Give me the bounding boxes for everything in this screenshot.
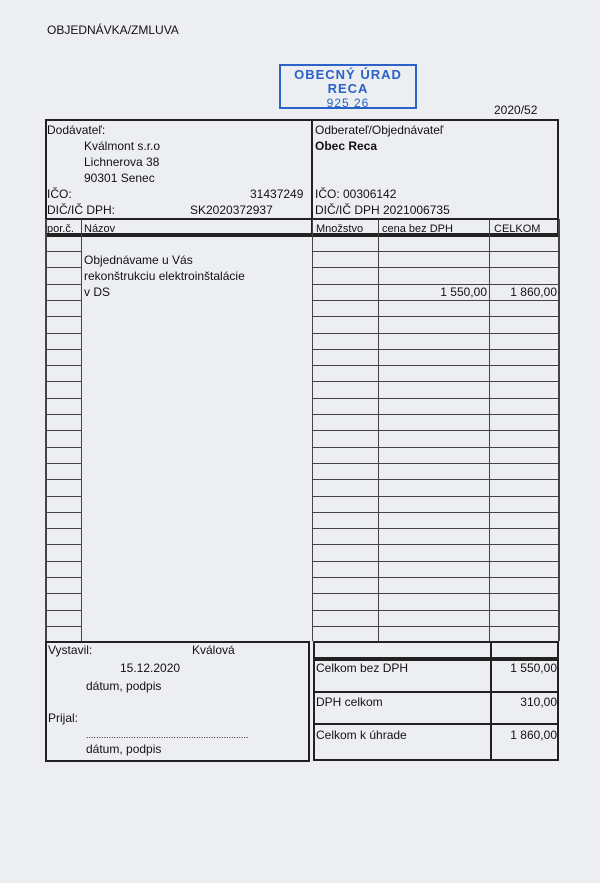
summary-value-1: 1 550,00 (510, 661, 557, 675)
summary-label-1: Celkom bez DPH (316, 661, 409, 675)
grid-row-line (312, 528, 559, 529)
summary-label-2: DPH celkom (316, 695, 383, 709)
stamp-line-1: OBECNÝ ÚRAD (294, 67, 402, 82)
supplier-street: Lichnerova 38 (84, 155, 160, 169)
grid-row-line (312, 544, 559, 545)
grid-row-line (45, 496, 81, 497)
summary-divider-2 (490, 691, 492, 725)
grid-row-line (312, 349, 559, 350)
grid-row-line (45, 381, 81, 382)
grid-row-line (45, 300, 81, 301)
supplier-dic-label: DIČ/IČ DPH: (47, 203, 116, 217)
grid-row-line (312, 381, 559, 382)
grid-row-line (45, 528, 81, 529)
grid-row-line (45, 284, 81, 285)
grid-row-line (45, 349, 81, 350)
grid-row-line (312, 463, 559, 464)
supplier-ico-value: 31437249 (250, 187, 304, 201)
grid-row-line (45, 512, 81, 513)
customer-heading: Odberateľ/Objednávateľ (315, 123, 444, 137)
grid-row-line (312, 398, 559, 399)
grid-row-line (312, 251, 559, 252)
grid-row-line (45, 626, 81, 627)
grid-row-line (45, 430, 81, 431)
office-stamp (279, 64, 417, 109)
grid-row-line (45, 398, 81, 399)
grid-row-line (312, 479, 559, 480)
summary-top-divider (490, 641, 492, 659)
item-description-line-2: rekonštrukciu elektroinštalácie (84, 269, 245, 283)
grid-row-line (312, 593, 559, 594)
grid-row-line (45, 267, 81, 268)
customer-name: Obec Reca (315, 139, 378, 153)
grid-row-line (45, 333, 81, 334)
grid-row-line (45, 447, 81, 448)
document-title: OBJEDNÁVKA/ZMLUVA (47, 23, 179, 37)
summary-value-3: 1 860,00 (510, 728, 557, 742)
grid-row-line (45, 593, 81, 594)
parties-bottom-line (45, 218, 559, 220)
grid-row-line (312, 447, 559, 448)
grid-row-line (45, 544, 81, 545)
grid-row-line (45, 577, 81, 578)
issued-by: Kválová (192, 643, 235, 657)
grid-row-line (45, 414, 81, 415)
col-header-total: CELKOM (494, 223, 541, 235)
customer-ico: IČO: 00306142 (315, 187, 397, 201)
item-description-line-1: Objednávame u Vás (84, 253, 193, 267)
item-total: 1 860,00 (510, 285, 557, 299)
grid-row-line (45, 365, 81, 366)
date-sign-label-2: dátum, podpis (86, 742, 162, 756)
grid-row-line (312, 496, 559, 497)
signature-box (45, 641, 310, 762)
grid-row-line (312, 577, 559, 578)
stamp-line-2: RECA (327, 81, 369, 96)
grid-row-line (312, 430, 559, 431)
grid-row-line (312, 333, 559, 334)
grid-row-line (312, 300, 559, 301)
supplier-ico-label: IČO: (47, 187, 72, 201)
item-description-line-3: v DS (84, 285, 111, 299)
summary-divider-3 (490, 723, 492, 761)
customer-dic: DIČ/IČ DPH 2021006735 (315, 203, 450, 217)
grid-row-line (45, 479, 81, 480)
summary-top-box (313, 641, 559, 659)
grid-row-line (45, 561, 81, 562)
grid-row-line (312, 561, 559, 562)
date-sign-label-1: dátum, podpis (86, 679, 162, 693)
grid-row-line (45, 251, 81, 252)
grid-row-line (312, 512, 559, 513)
grid-row-line (45, 316, 81, 317)
grid-row-line (312, 316, 559, 317)
col-header-name: Názov (84, 223, 116, 235)
supplier-heading: Dodávateľ: (47, 123, 106, 137)
grid-row-line (312, 626, 559, 627)
col-header-price: cena bez DPH (382, 223, 453, 235)
stamp-line-3: 925 26 (326, 96, 370, 110)
grid-row-line (312, 414, 559, 415)
table-header-line (45, 235, 559, 237)
supplier-city: 90301 Senec (84, 171, 155, 185)
signature-dots: ................................................................. (86, 730, 249, 740)
grid-column-line (81, 219, 82, 641)
summary-divider-1 (490, 659, 492, 693)
grid-row-line (312, 610, 559, 611)
summary-value-2: 310,00 (520, 695, 557, 709)
col-header-number: por.č. (47, 223, 74, 235)
grid-row-line (312, 267, 559, 268)
item-price: 1 550,00 (440, 285, 487, 299)
summary-label-3: Celkom k úhrade (316, 728, 407, 742)
supplier-name: Kválmont s.r.o (84, 139, 161, 153)
received-label: Prijal: (48, 711, 79, 725)
order-number: 2020/52 (494, 103, 538, 117)
issued-label: Vystavil: (48, 643, 93, 657)
supplier-dic-value: SK2020372937 (190, 203, 273, 217)
grid-row-line (45, 610, 81, 611)
issue-date: 15.12.2020 (120, 661, 181, 675)
grid-row-line (312, 365, 559, 366)
col-header-quantity: Množstvo (316, 223, 364, 235)
grid-row-line (45, 463, 81, 464)
